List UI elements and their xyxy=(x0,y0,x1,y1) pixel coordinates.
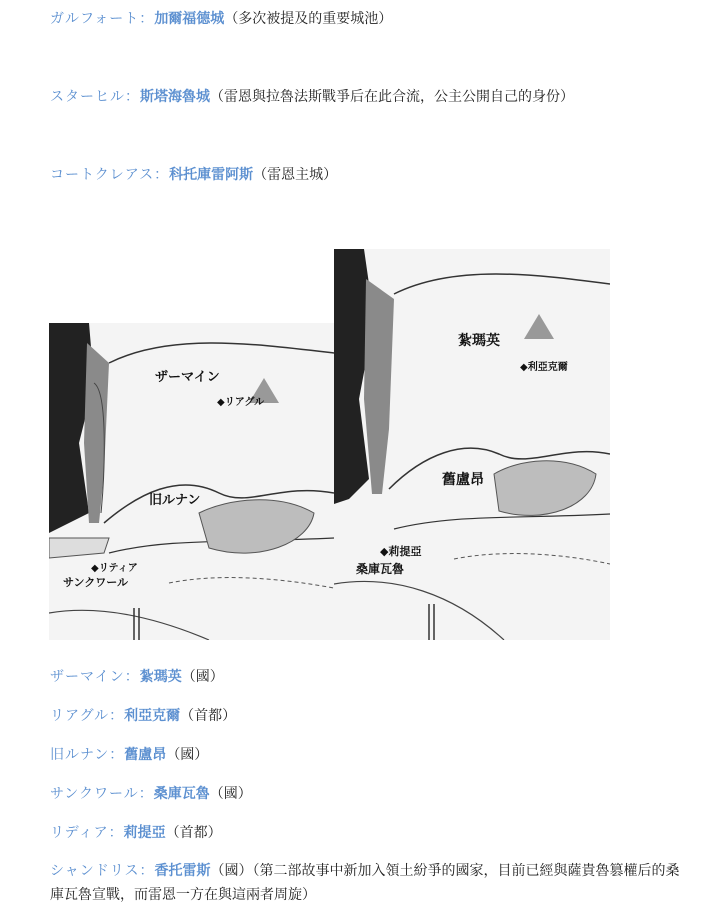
chinese-name: 舊盧昂 xyxy=(124,747,167,763)
entry-note: （國）（第二部故事中新加入領土紛爭的國家，目前已經與薩貴魯篡權后的桑庫瓦魯宣戰，而雷恩一方在與這兩者周旋） xyxy=(50,863,680,903)
entry-lidia xyxy=(50,823,222,843)
japanese-name: シャンドリス： xyxy=(50,863,155,879)
japanese-name: 旧ルナン： xyxy=(50,747,125,763)
japanese-name: ザーマイン： xyxy=(50,669,140,685)
entry-starhill xyxy=(50,87,574,107)
chinese-name: 利亞克爾 xyxy=(124,708,181,724)
entry-note: （首都） xyxy=(165,825,222,841)
japanese-name: リアグル： xyxy=(50,708,125,724)
chinese-name: 科托庫雷阿斯 xyxy=(169,167,254,183)
map-label-lidia: ◆リティア xyxy=(91,563,138,574)
chinese-name: 斯塔海魯城 xyxy=(140,89,210,105)
map-label-zamain-cn: 紮瑪英 xyxy=(458,333,500,349)
map-label-riagul-cn: ◆利亞克爾 xyxy=(520,362,568,373)
map-label-lidia-cn: ◆莉提亞 xyxy=(380,545,422,558)
entry-zamain xyxy=(50,667,224,687)
entry-note: （國） xyxy=(209,786,252,802)
entry-note: （國） xyxy=(166,747,209,763)
entry-note: （多次被提及的重要城池） xyxy=(224,11,393,27)
map-drawing-chinese xyxy=(334,249,610,640)
map-label-sanquoir-cn: 桑庫瓦魯 xyxy=(356,562,405,576)
map-label-old-lunan-cn: 舊盧昂 xyxy=(442,472,484,488)
map-image-chinese xyxy=(334,249,610,640)
entry-old-lunan xyxy=(50,745,208,765)
chinese-name: 桑庫瓦魯 xyxy=(153,786,210,802)
chinese-name: 香托雷斯 xyxy=(154,863,211,879)
japanese-name: スターヒル： xyxy=(50,89,140,105)
map-image-japanese xyxy=(49,323,334,640)
entry-courtcreas xyxy=(50,165,337,185)
chinese-name: 加爾福德城 xyxy=(154,11,225,27)
map-label-old-lunan: 旧ルナン xyxy=(149,493,201,508)
map-drawing-japanese xyxy=(49,323,334,640)
entry-note: （國） xyxy=(181,669,224,685)
chinese-name: 莉提亞 xyxy=(123,825,166,841)
entry-sanquoir xyxy=(50,784,252,804)
japanese-name: ガルフォート： xyxy=(50,11,155,27)
map-label-sanquoir: サンクワール xyxy=(63,576,129,589)
entry-note: （雷恩與拉魯法斯戰爭后在此合流，公主公開自己的身份） xyxy=(210,89,574,105)
map-label-riagul: ◆リアグル xyxy=(217,397,265,408)
japanese-name: サンクワール： xyxy=(50,786,154,802)
entry-riagul xyxy=(50,706,236,726)
japanese-name: コートクレアス： xyxy=(50,167,170,183)
japanese-name: リディア： xyxy=(50,825,124,841)
chinese-name: 紮瑪英 xyxy=(139,669,182,685)
entry-note: （首都） xyxy=(180,708,237,724)
map-label-zamain: ザーマイン xyxy=(155,370,220,385)
entry-note: （雷恩主城） xyxy=(253,167,338,183)
entry-galfort xyxy=(50,9,392,29)
entry-shandris xyxy=(50,859,690,907)
